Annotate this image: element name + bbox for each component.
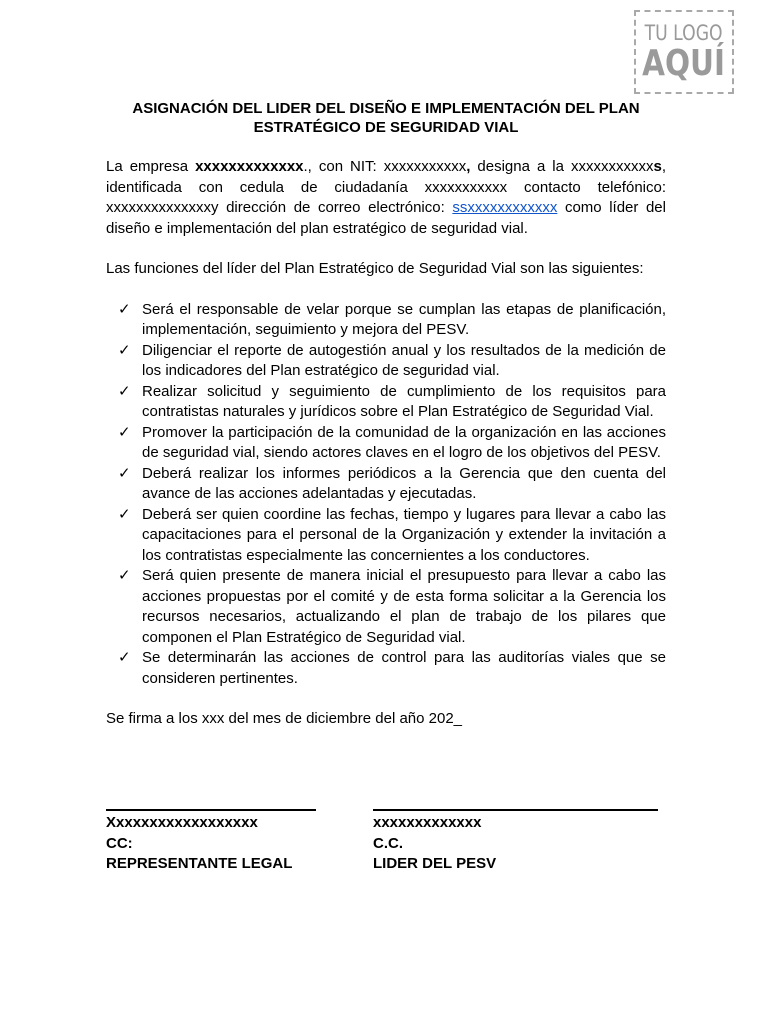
function-text: Será quien presente de manera inicial el presupuesto para llevar a cabo las acciones propuestas por el comité y de esta forma solicitar a la Gerencia los recursos necesarios, actualizando el plan de trabajo de los pilares que componen el Plan Estratégico de Seguridad vial. — [142, 567, 666, 646]
function-text: Será el responsable de velar porque se cumplan las etapas de planificación, implementación, seguimiento y mejora del PESV. — [142, 300, 666, 338]
check-icon: ✓ — [118, 505, 131, 523]
intro-text-6: , identificada con cedula de ciudadanía xxxxxxxxxxx contacto telefónico: xxxxxxxxxxxxxxy dirección de correo electrónico: — [106, 158, 666, 216]
intro-paragraph — [106, 157, 666, 239]
function-text: Deberá ser quien coordine las fechas, tiempo y lugares para llevar a cabo las capacitaciones para el personal de la Organización y extender la invitación a los contratistas especialmente las concernientes a los conductores. — [142, 505, 666, 564]
closing-line: Se firma a los xxx del mes de diciembre del año 202_ — [106, 710, 463, 727]
check-icon: ✓ — [118, 567, 131, 584]
list-item — [106, 382, 666, 423]
list-item — [106, 423, 666, 464]
list-item — [106, 505, 666, 567]
signature-legal-rep — [106, 790, 316, 875]
company-name: xxxxxxxxxxxxx — [195, 158, 304, 175]
list-item — [106, 648, 666, 689]
functions-lead: Las funciones del líder del Plan Estratégico de Seguridad Vial son las siguientes: — [106, 260, 644, 277]
signature-line — [373, 790, 658, 811]
intro-text-7: como líder del diseño e implementación del plan estratégico de seguridad vial. — [106, 199, 666, 237]
intro-comma: , — [466, 158, 471, 175]
list-item — [106, 341, 666, 382]
function-text: Promover la participación de la comunidad de la organización en las acciones de seguridad vial, siendo actores claves en el logro de los objetivos del PESV. — [142, 423, 666, 461]
intro-text-4: designa a la xxxxxxxxxxx — [470, 158, 654, 175]
signer-name: xxxxxxxxxxxxx — [373, 814, 482, 831]
intro-bold-s: s — [653, 158, 662, 175]
check-icon: ✓ — [118, 341, 131, 359]
email-link[interactable]: ssxxxxxxxxxxxx — [452, 199, 558, 216]
list-item — [106, 566, 666, 648]
list-item — [106, 464, 666, 505]
check-icon: ✓ — [118, 464, 131, 482]
signer-role: LIDER DEL PESV — [373, 855, 497, 872]
intro-text-1: La empresa — [106, 158, 196, 175]
function-text: Realizar solicitud y seguimiento de cumplimiento de los requisitos para contratistas naturales y jurídicos sobre el Plan Estratégico de Seguridad Vial. — [142, 382, 666, 420]
functions-list — [106, 300, 666, 690]
signer-id: CC: — [106, 834, 133, 852]
function-text: Se determinarán las acciones de control para las auditorías viales que se consideren pertinentes. — [142, 649, 666, 687]
function-text: Deberá realizar los informes periódicos a la Gerencia que den cuenta del avance de las acciones adelantadas y ejecutadas. — [142, 464, 666, 502]
check-icon: ✓ — [118, 300, 131, 318]
check-icon: ✓ — [118, 423, 131, 441]
check-icon: ✓ — [118, 649, 131, 666]
function-text: Diligenciar el reporte de autogestión anual y los resultados de la medición de los indicadores del Plan estratégico de seguridad vial. — [142, 341, 666, 379]
signer-role: REPRESENTANTE LEGAL — [106, 855, 293, 872]
logo-line-2: AQUÍ — [642, 43, 726, 84]
logo-line-1: TU LOGO — [644, 21, 724, 45]
signer-id: C.C. — [373, 834, 403, 852]
signer-name: Xxxxxxxxxxxxxxxxxx — [106, 814, 258, 831]
document-title: ASIGNACIÓN DEL LIDER DEL DISEÑO E IMPLEMENTACIÓN DEL PLAN ESTRATÉGICO DE SEGURIDAD VIAL — [132, 100, 640, 136]
document-body — [106, 96, 666, 730]
signature-pesv-leader — [373, 790, 658, 875]
check-icon: ✓ — [118, 382, 131, 400]
intro-text-2: ., con NIT: xxxxxxxxxxx — [303, 158, 467, 175]
signature-line — [106, 790, 316, 811]
list-item — [106, 300, 666, 341]
logo-placeholder — [634, 10, 734, 94]
